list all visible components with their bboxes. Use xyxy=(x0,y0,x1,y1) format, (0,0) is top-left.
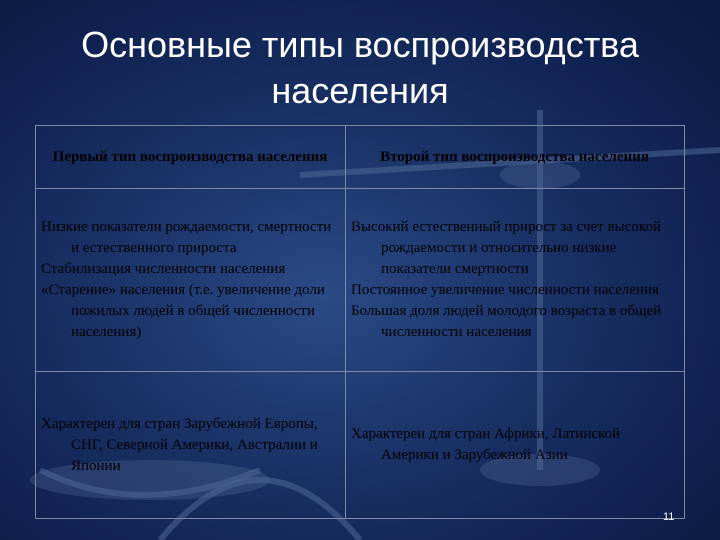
slide-title xyxy=(0,22,720,114)
first-type-indicator: «Старение» населения (т.е. увеличение доли пожилых людей в общей численности населения) xyxy=(41,282,325,340)
second-type-indicator: Большая доля людей молодого возраста в общей численности населения xyxy=(351,303,662,340)
second-type-regions-cell xyxy=(346,372,685,519)
second-type-regions: Характерен для стран Африки, Латинской Америки и Зарубежной Азии xyxy=(351,426,621,463)
slide-title-line-2: населения xyxy=(271,70,449,111)
first-type-indicators-cell xyxy=(36,189,346,372)
second-type-indicator: Высокий естественный прирост за счет высокой рождаемости и относительно низкие показатели смертности xyxy=(351,219,661,277)
table-row-regions xyxy=(36,372,685,519)
second-type-indicators-cell xyxy=(346,189,685,372)
table-row-indicators xyxy=(36,189,685,372)
header-second-type: Второй тип воспроизводства населения xyxy=(346,126,685,189)
comparison-table xyxy=(35,125,685,519)
first-type-regions-cell xyxy=(36,372,346,519)
first-type-regions: Характерен для стран Зарубежной Европы, СНГ, Северной Америки, Австралии и Японии xyxy=(41,415,318,474)
second-type-indicator: Постоянное увеличение численности населения xyxy=(351,282,659,298)
header-first-type: Первый тип воспроизводства населения xyxy=(36,126,346,189)
slide-title-line-1: Основные типы воспроизводства xyxy=(81,24,639,65)
first-type-indicator: Низкие показатели рождаемости, смертности и естественного прироста xyxy=(41,219,332,256)
table-header-row xyxy=(36,126,685,189)
page-number: 11 xyxy=(663,511,675,523)
first-type-indicator: Стабилизация численности населения xyxy=(41,261,286,277)
